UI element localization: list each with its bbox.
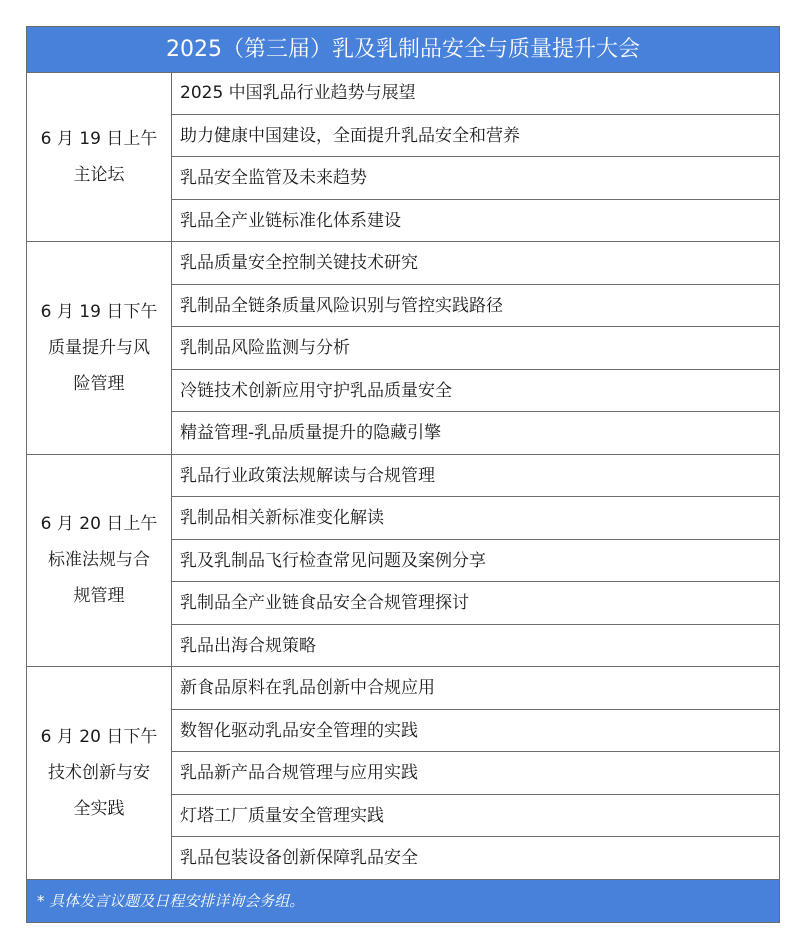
agenda-item: 乳品出海合规策略 [180, 635, 316, 656]
session-block [27, 455, 779, 668]
session-label-cell [27, 455, 172, 667]
agenda-table [26, 26, 780, 923]
session-label: 6 月 19 日下午质量提升与风险管理 [40, 301, 158, 394]
session-items [172, 455, 779, 668]
session-items [172, 242, 779, 455]
agenda-title: 2025（第三届）乳及乳制品安全与质量提升大会 [27, 27, 779, 73]
agenda-item: 乳品新产品合规管理与应用实践 [172, 752, 779, 795]
session-label-cell [27, 72, 172, 241]
session-items [172, 72, 779, 242]
agenda-item: 乳品全产业链标准化体系建设 [180, 210, 401, 231]
agenda-item: 精益管理-乳品质量提升的隐藏引擎 [180, 423, 442, 443]
session-block [27, 242, 779, 455]
agenda-item: 数智化驱动乳品安全管理的实践 [172, 710, 779, 753]
session-label: 6 月 19 日上午主论坛 [40, 128, 158, 185]
agenda-item: 乳制品全产业链食品安全合规管理探讨 [172, 582, 779, 625]
agenda-item: 灯塔工厂质量安全管理实践 [172, 795, 779, 838]
agenda-item: 乳品质量安全控制关键技术研究 [172, 242, 779, 285]
session-label-cell [27, 242, 172, 454]
agenda-item: 乳制品风险监测与分析 [172, 327, 779, 370]
agenda-item: 2025 中国乳品行业趋势与展望 [172, 72, 779, 115]
session-items [172, 667, 779, 880]
agenda-item: 乳品包装设备创新保障乳品安全 [180, 848, 418, 868]
footer-note: * 具体发言议题及日程安排详询会务组。 [27, 880, 779, 922]
session-block [27, 72, 779, 242]
session-label: 6 月 20 日上午标准法规与合规管理 [40, 514, 158, 607]
session-block [27, 667, 779, 880]
agenda-item: 冷链技术创新应用守护乳品质量安全 [172, 370, 779, 413]
agenda-item: 乳品安全监管及未来趋势 [172, 157, 779, 200]
agenda-item: 助力健康中国建设，全面提升乳品安全和营养 [172, 115, 779, 158]
agenda-item: 乳制品全链条质量风险识别与管控实践路径 [172, 285, 779, 328]
agenda-item: 乳及乳制品飞行检查常见问题及案例分享 [172, 540, 779, 583]
agenda-item: 新食品原料在乳品创新中合规应用 [172, 667, 779, 710]
session-label-cell [27, 667, 172, 879]
agenda-item: 乳制品相关新标准变化解读 [172, 497, 779, 540]
agenda-item: 乳品行业政策法规解读与合规管理 [172, 455, 779, 498]
session-label: 6 月 20 日下午技术创新与安全实践 [40, 727, 158, 819]
